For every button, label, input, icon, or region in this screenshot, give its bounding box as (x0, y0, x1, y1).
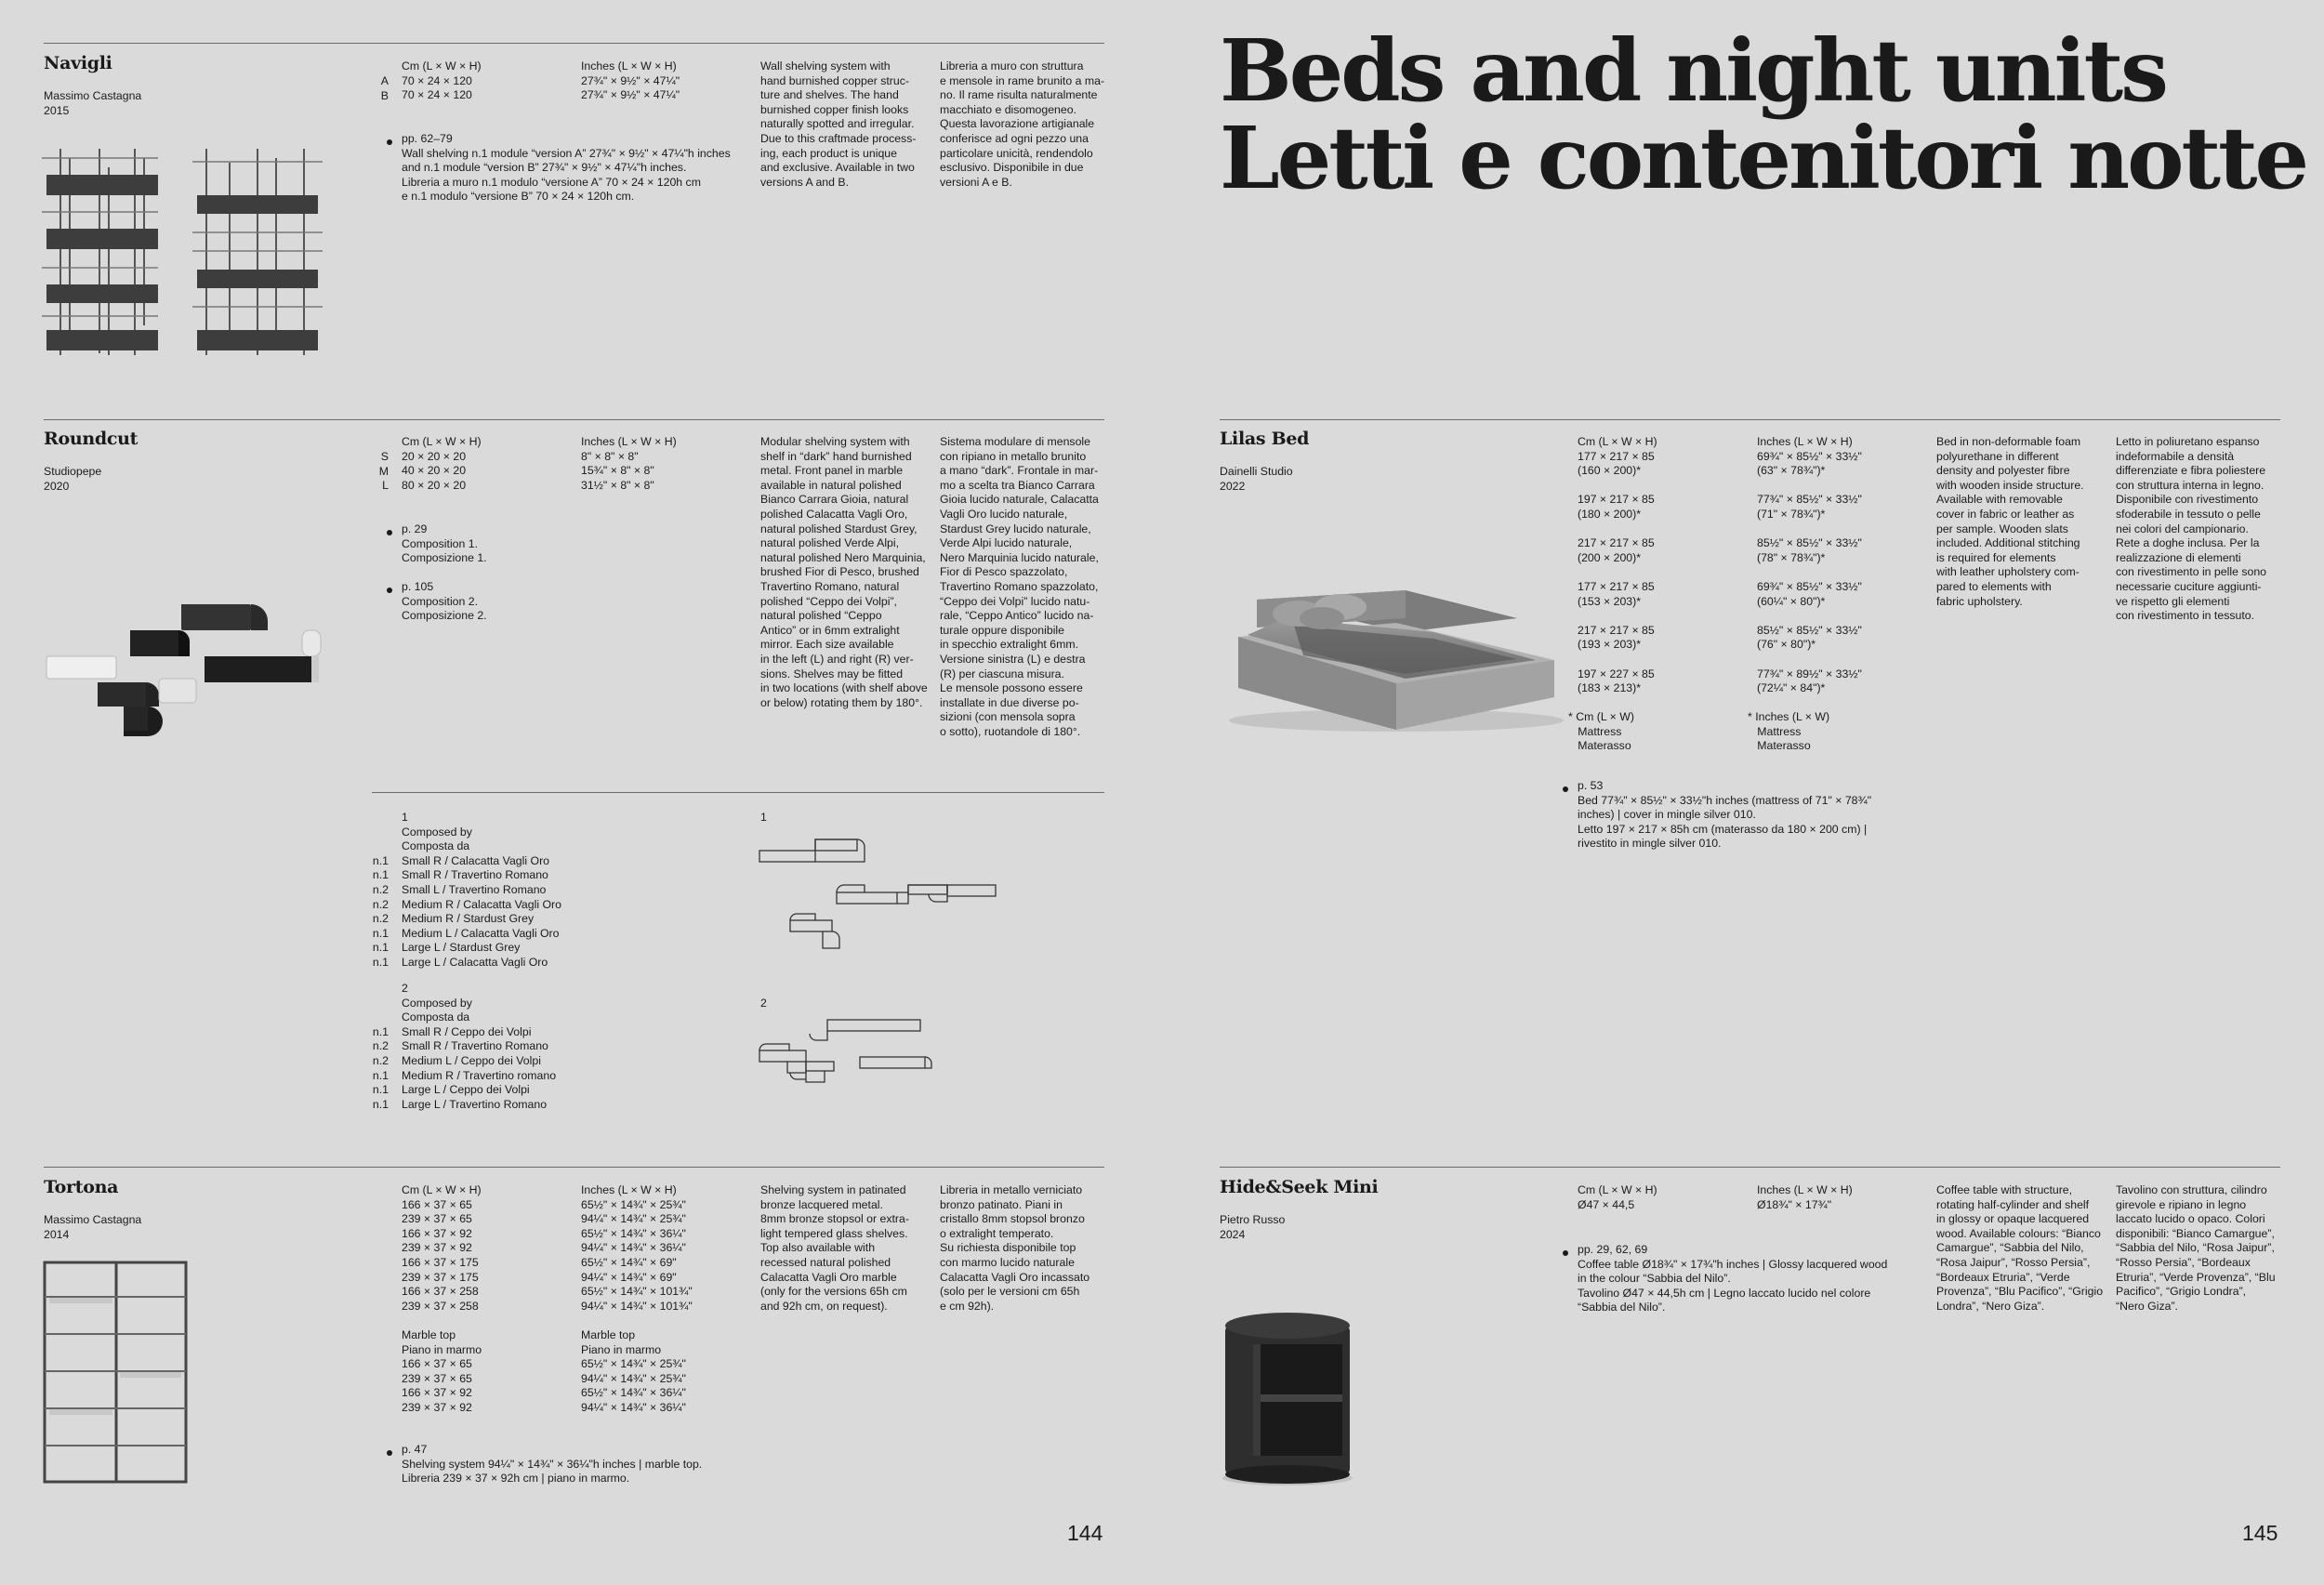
description-it: Tavolino con struttura, cilindro girevole e ripiano in legno laccato lucido o opaco. Colori disponibili: “Bianco Camargue”, “Sabbia del Nilo, “Rosa Jaipur”, “Rosso Persia”, “Bordeaux Etruria”, “Verde Provenza”, “Blu Pacifico”, “Grigio Londra”, “Nero Giza”. (2116, 1183, 2276, 1313)
dimensions-cm: Cm (L × W × H) 166 × 37 × 65 239 × 37 × 65 166 × 37 × 92 239 × 37 × 92 166 × 37 × 175 239 × 37 × 175 166 × 37 × 258 239 × 37 × 258 Marble top Piano in marmo 166 × 37 × 65 239 × 37 × 65 166 × 37 × 92 239 × 37 × 92 (402, 1183, 482, 1414)
designer: Studiopepe (44, 465, 102, 478)
dimensions-cm: Cm (L × W × H) Ø47 × 44,5 (1578, 1183, 1657, 1211)
description-en: Shelving system in patinated bronze lacquered metal. 8mm bronze stopsol or extra- light tempered glass shelves. Top also available with recessed natural polished Calacatta Vagli Oro marble (only for the versions 65h cm and 92h cm, on request). (760, 1183, 909, 1313)
hideseek-table-image (1218, 1311, 1357, 1487)
description-it: Libreria a muro con struttura e mensole in rame brunito a ma- no. Il rame risulta naturalmente macchiato e disomogeneo. Questa lavorazione artigianale conferisce ad ogni pezzo una particolare unicità, rendendolo esclusivo. Disponibile in due versioni A e B. (940, 59, 1105, 189)
composition-quantities: n.1 n.2 n.2 n.1 n.1 n.1 (372, 1024, 389, 1111)
navigli-shelf-image (42, 149, 163, 358)
headline-en: Beds and night units (1220, 20, 2166, 121)
dimensions-cm: Cm (L × W × H) 177 × 217 × 85 (160 × 200)* 197 × 217 × 85 (180 × 200)* 217 × 217 × 85 (200 × 200)* 177 × 217 × 85 (153 × 203)* 217 × 217 × 85 (193 × 203)* 197 × 227 × 85 (183 × 213)* (1578, 435, 1657, 695)
composition-list: 2 Composed by Composta da Small R / Ceppo dei Volpi Small R / Travertino Romano Medium L / Ceppo dei Volpi Medium R / Travertino romano Large L / Ceppo dei Volpi Large L / Travertino Romano (402, 982, 557, 1111)
mattress-note-cm: * Cm (L × W) Mattress Materasso (1568, 710, 1634, 753)
bullet-icon (387, 139, 392, 145)
product-name: Tortona (44, 1177, 119, 1197)
designer: Dainelli Studio (1220, 465, 1293, 478)
description-it: Libreria in metallo verniciato bronzo patinato. Piani in cristallo 8mm stopsol bronzo o extralight temperato. Su richiesta disponibile top con marmo lucido naturale Calacatta Vagli Oro incassato (solo per le versioni cm 65h e cm 92h). (940, 1183, 1090, 1313)
diagram-label: 2 (760, 997, 767, 1010)
bullet-icon (387, 588, 392, 593)
mattress-note-inches: * Inches (L × W) Mattress Materasso (1748, 710, 1830, 753)
description-it: Letto in poliuretano espanso indeformabile a densità differenziate e fibra poliestere con struttura interna in legno. Disponibile con rivestimento sfoderabile in tessuto o pelle nei colori del campionario. Rete a doghe inclusa. Per la realizzazione di elementi con rivestimento in pelle sono necessarie cuciture aggiunti- ve rispetto gli elementi con rivestimento in tessuto. (2116, 435, 2266, 623)
bullet-icon (387, 1450, 392, 1456)
description-en: Wall shelving system with hand burnished copper struc- ture and shelves. The hand burnished copper finish looks naturally spotted and irregular. Due to this craftmade process- ing, each product is unique and exclusive. Available in two versions A and B. (760, 59, 917, 189)
page-reference: pp. 62–79 Wall shelving n.1 module “version A” 27¾" × 9½" × 47¼"h inches and n.1 module “version B” 27¾" × 9½" × 47¼"h inches. Libreria a muro n.1 modulo “versione A” 70 × 24 × 120h cm e n.1 modulo “versione B” 70 × 24 × 120h cm. (402, 132, 731, 204)
product-name: Lilas Bed (1220, 429, 1310, 449)
bullet-icon (1563, 1250, 1568, 1256)
dimensions-inches: Inches (L × W × H) 65½" × 14¾" × 25¾" 94¼" × 14¾" × 25¾" 65½" × 14¾" × 36¼" 94¼" × 14¾" × 36¼" 65½" × 14¾" × 69" 94¼" × 14¾" × 69" 65½" × 14¾" × 101¾" 94¼" × 14¾" × 101¾" Marble top Piano in marmo 65½" × 14¾" × 25¾" 94¼" × 14¾" × 25¾" 65½" × 14¾" × 36¼" 94¼" × 14¾" × 36¼" (581, 1183, 693, 1414)
lilas-bed-image (1220, 581, 1564, 734)
page-reference: pp. 29, 62, 69 Coffee table Ø18¾" × 17¾"h inches | Glossy lacquered wood in the colour “Sabbia del Nilo”. Tavolino Ø47 × 44,5h cm | Legno laccato lucido nel colore “Sabbia del Nilo”. (1578, 1243, 1888, 1314)
year: 2020 (44, 480, 70, 493)
page-reference: p. 29 Composition 1. Composizione 1. (402, 522, 487, 565)
navigli-shelf-image (192, 149, 323, 358)
headline-it: Letti e contenitori notte (1220, 108, 2306, 208)
dimensions-inches: Inches (L × W × H) 69¾" × 85½" × 33½" (63" × 78¾")* 77¾" × 85½" × 33½" (71" × 78¾")* 85½" × 85½" × 33½" (78" × 78¾")* 69¾" × 85½" × 33½" (60¼" × 80")* 85½" × 85½" × 33½" (76" × 80")* 77¾" × 89½" × 33½" (72¼" × 84")* (1757, 435, 1862, 695)
divider (372, 792, 1104, 793)
divider (44, 1167, 1104, 1168)
diagram-label: 1 (760, 811, 767, 824)
composition-diagram (758, 1018, 944, 1102)
dimensions-inches: Inches (L × W × H) 8" × 8" × 8" 15¾" × 8" × 8" 31½" × 8" × 8" (581, 435, 677, 492)
year: 2014 (44, 1228, 70, 1241)
page-reference: p. 105 Composition 2. Composizione 2. (402, 580, 487, 623)
divider (44, 43, 1104, 44)
page-number: 144 (1067, 1521, 1103, 1545)
year: 2022 (1220, 480, 1246, 493)
composition-diagram (758, 832, 999, 958)
description-en: Coffee table with structure, rotating half-cylinder and shelf in glossy or opaque lacquered wood. Available colours: “Bianco Camargue”, “Sabbia del Nilo, “Rosa Jaipur”, “Rosso Persia”, “Bordeaux Etruria”, “Verde Provenza”, “Blu Pacifico”, “Grigio Londra”, “Nero Giza”. (1936, 1183, 2104, 1313)
product-name: Hide&Seek Mini (1220, 1177, 1379, 1197)
designer: Massimo Castagna (44, 89, 142, 102)
bullet-icon (1563, 786, 1568, 792)
description-en: Bed in non-deformable foam polyurethane in different density and polyester fibre with wooden inside structure. Available with removable cover in fabric or leather as per sample. Wooden slats included. Additional stitching is required for elements with leather upholstery com- pared to elements with fabric upholstery. (1936, 435, 2084, 608)
designer: Massimo Castagna (44, 1213, 142, 1226)
roundcut-shelf-image (42, 595, 321, 744)
product-name: Roundcut (44, 429, 139, 449)
version-labels: A B (380, 74, 389, 102)
dimensions-inches: Inches (L × W × H) Ø18¾" × 17¾" (1757, 1183, 1853, 1211)
divider (1220, 1167, 2280, 1168)
divider (44, 419, 1104, 420)
product-name: Navigli (44, 53, 112, 73)
page-reference: p. 47 Shelving system 94¼" × 14¾" × 36¼"h inches | marble top. Libreria 239 × 37 × 92h cm | piano in marmo. (402, 1443, 703, 1486)
page-number: 145 (2242, 1521, 2278, 1545)
dimensions-cm: Cm (L × W × H) 20 × 20 × 20 40 × 20 × 20 80 × 20 × 20 (402, 435, 482, 492)
page-reference: p. 53 Bed 77¾" × 85½" × 33½"h inches (mattress of 71" × 78¾" inches) | cover in mingle silver 010. Letto 197 × 217 × 85h cm (materasso da 180 × 200 cm) | rivestito in mingle silver 010. (1578, 779, 1872, 851)
composition-list: 1 Composed by Composta da Small R / Calacatta Vagli Oro Small R / Travertino Romano Small L / Travertino Romano Medium R / Calacatta Vagli Oro Medium R / Stardust Grey Medium L / Calacatta Vagli Oro Large L / Stardust Grey Large L / Calacatta Vagli Oro (402, 811, 561, 969)
composition-quantities: n.1 n.1 n.2 n.2 n.2 n.1 n.1 n.1 (372, 853, 389, 969)
dimensions-inches: Inches (L × W × H) 27¾" × 9½" × 47¼" 27¾" × 9½" × 47¼" (581, 59, 680, 102)
designer: Pietro Russo (1220, 1213, 1286, 1226)
description-it: Sistema modulare di mensole con ripiano in metallo brunito a mano “dark”. Frontale in mar- mo a scelta tra Bianco Carrara Gioia lucido naturale, Calacatta Vagli Oro lucido naturale, Stardust Grey lucido naturale, Verde Alpi lucido naturale, Nero Marquinia lucido naturale, Fior di Pesco spazzolato, Travertino Romano spazzolato, “Ceppo dei Volpi” lucido natu- rale, “Ceppo Antico” lucido na- turale oppure disponibile in specchio extralight 6mm. Versione sinistra (L) e destra (R) per ciascuna misura. Le mensole possono essere installate in due diverse po- sizioni (con mensola sopra o sotto), ruotandole di 180°. (940, 435, 1099, 738)
tortona-bookcase-image (42, 1260, 191, 1487)
year: 2024 (1220, 1228, 1246, 1241)
size-labels: S M L (378, 450, 389, 493)
description-en: Modular shelving system with shelf in “dark” hand burnished metal. Front panel in marble available in natural polished Bianco Carrara Gioia, natural polished Calacatta Vagli Oro, natural polished Stardust Grey, natural polished Verde Alpi, natural polished Nero Marquinia, brushed Fior di Pesco, brushed Travertino Romano, natural polished “Ceppo dei Volpi”, natural polished “Ceppo Antico” or in 6mm extralight mirror. Each size available in the left (L) and right (R) ver- sions. Shelves may be fitted in two locations (with shelf above or below) rotating them by 180°. (760, 435, 928, 709)
dimensions-cm: Cm (L × W × H) 70 × 24 × 120 70 × 24 × 120 (402, 59, 482, 102)
divider (1220, 419, 2280, 420)
year: 2015 (44, 104, 70, 117)
bullet-icon (387, 530, 392, 535)
